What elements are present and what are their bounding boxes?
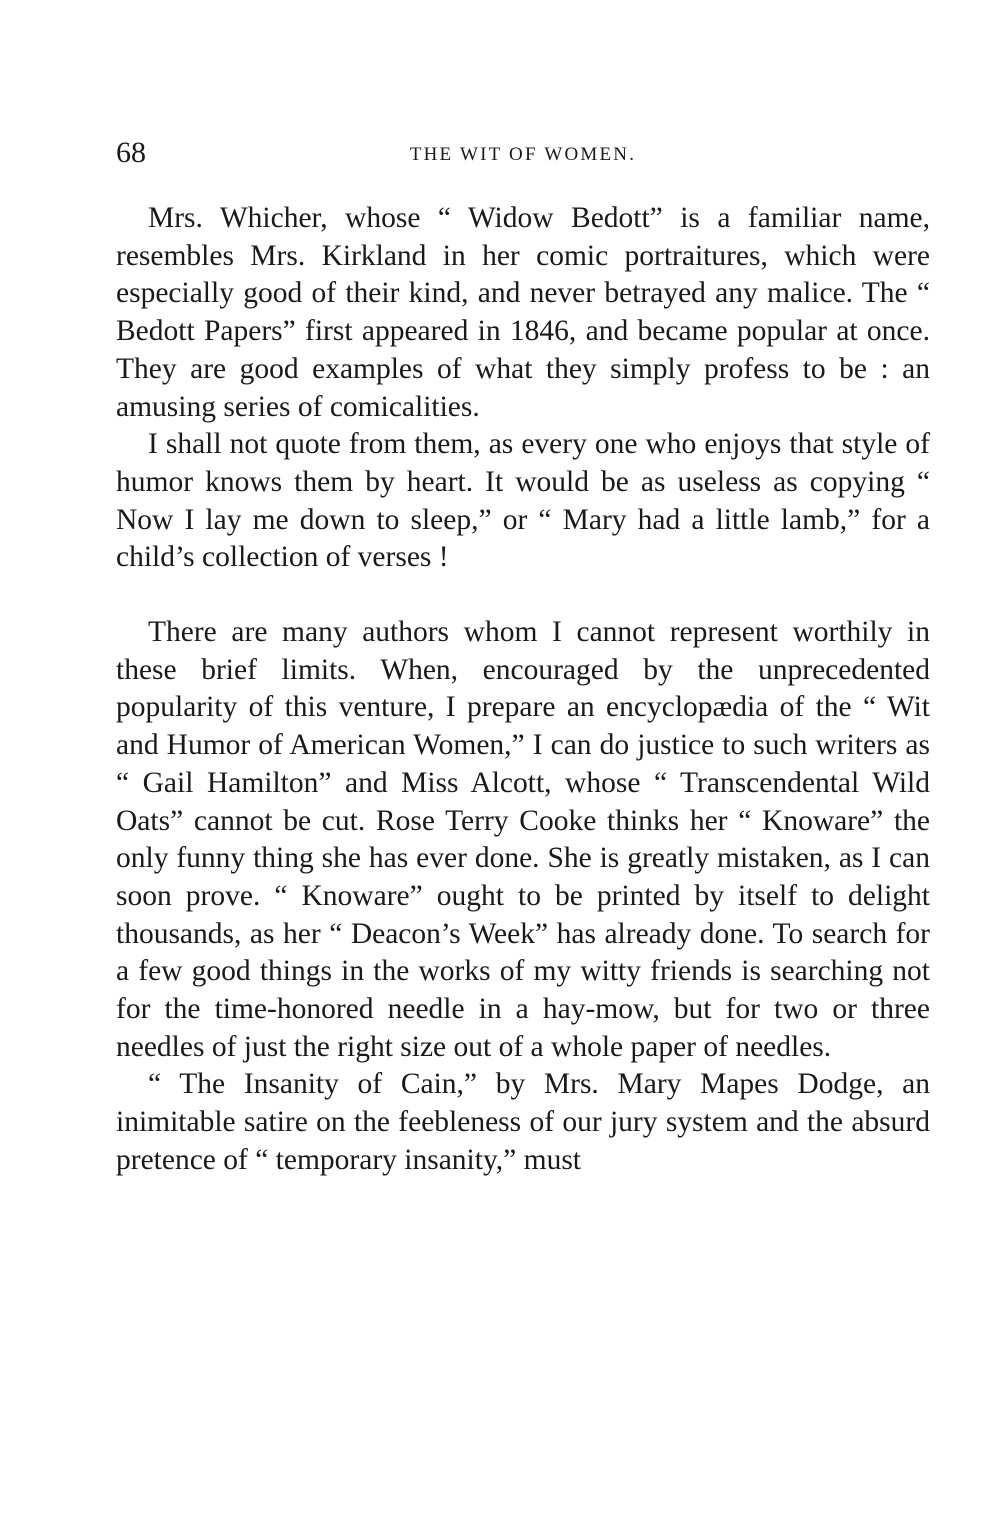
paragraph-many-authors: There are many authors whom I cannot represent worthily in these brief limits. When, encouraged by the unprecedented popularity of this venture, I prepare an encyclopædia of the “ Wit and Humor of American Women,” I can do justice to such writers as “ Gail Hamilton” and Miss Alcott, whose “ Transcendental Wild Oats” cannot be cut. Rose Terry Cooke thinks her “ Knoware” the only funny thing she has ever done. She is greatly mistaken, as I can soon prove. “ Knoware” ought to be printed by itself to delight thousands, as her “ Deacon’s Week” has already done. To search for a few good things in the works of my witty friends is searching not for the time-honored needle in a hay-mow, but for two or three needles of just the right size out of a whole paper of needles.	[116, 616, 930, 1063]
running-title: THE WIT OF WOMEN.	[409, 144, 637, 165]
page-number: 68	[116, 136, 146, 169]
paragraph-whicher: Mrs. Whicher, whose “ Widow Bedott” is a familiar name, resembles Mrs. Kirkland in her comic portraitures, which were especially good of their kind, and never betrayed any malice. The “ Bedott Papers” first appeared in 1846, and became popular at once. They are good examples of what they simply profess to be : an amusing series of comicalities.	[116, 202, 930, 423]
body-text	[116, 200, 930, 1180]
running-head	[116, 133, 930, 173]
paragraph-not-quote: I shall not quote from them, as every one who enjoys that style of humor knows them by heart. It would be as useless as copying “ Now I lay me down to sleep,” or “ Mary had a little lamb,” for a child’s collection of verses !	[116, 428, 930, 574]
paragraph-insanity-of-cain: “ The Insanity of Cain,” by Mrs. Mary Mapes Dodge, an inimitable satire on the feebleness of our jury system and the absurd pretence of “ temporary insanity,” must	[116, 1068, 930, 1176]
